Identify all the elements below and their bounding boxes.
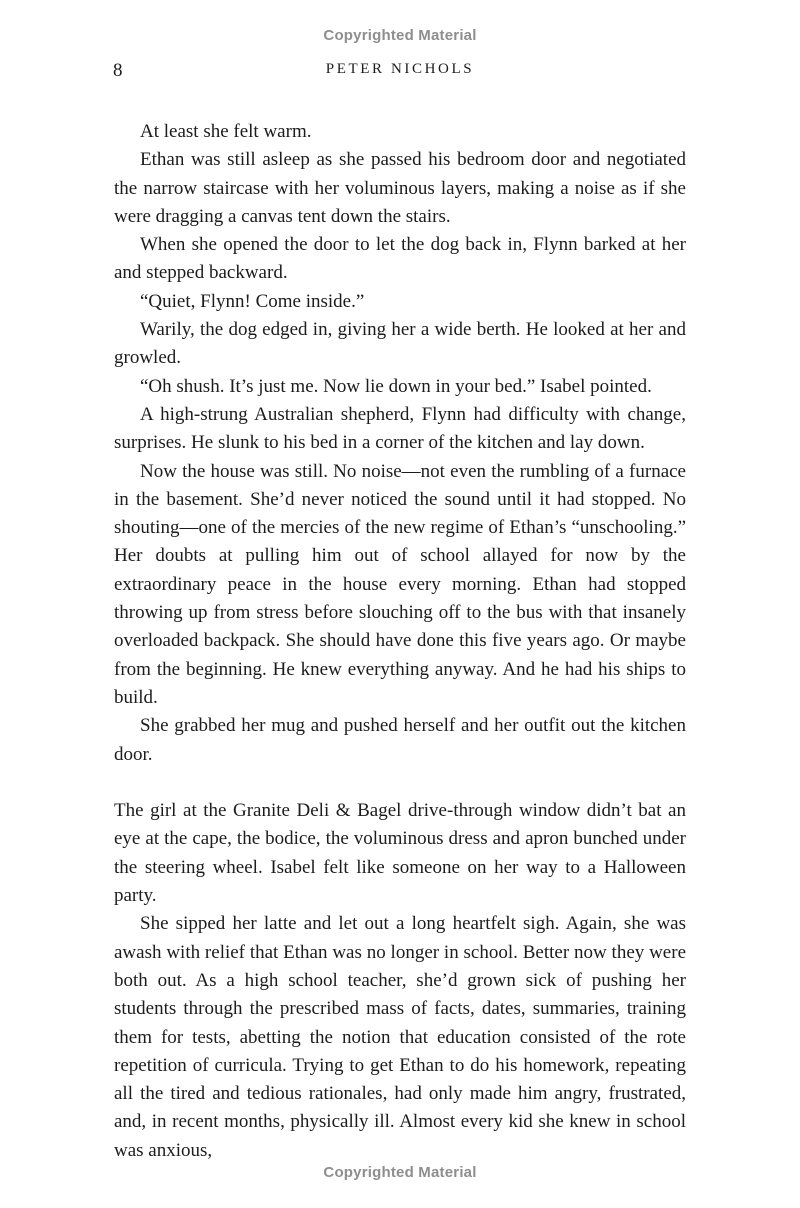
copyright-watermark-bottom: Copyrighted Material bbox=[323, 1164, 477, 1181]
copyright-watermark-top: Copyrighted Material bbox=[323, 27, 477, 44]
page-number: 8 bbox=[113, 60, 123, 81]
paragraph: Now the house was still. No noise—not even the rumbling of a furnace in the basement. She’d never noticed the sound until it had stopped. No shouting—one of the mercies of the new regime of Ethan’s “unschooling.” Her doubts at pulling him out of school allayed for now by the extraordinary peace in the house every morning. Ethan had stopped throwing up from stress before slouching off to the bus with that insanely overloaded backpack. She should have done this five years ago. Or maybe from the beginning. He knew everything anyway. And he had his ships to build. bbox=[114, 460, 686, 708]
running-head: PETER NICHOLS bbox=[325, 61, 475, 77]
section-break bbox=[114, 769, 686, 797]
paragraph: At least she felt warm. bbox=[140, 121, 312, 142]
paragraph: Warily, the dog edged in, giving her a wide berth. He looked at her and growled. bbox=[114, 319, 686, 369]
body-text bbox=[114, 118, 686, 1165]
paragraph: She sipped her latte and let out a long heartfelt sigh. Again, she was awash with relief that Ethan was no longer in school. Better now they were both out. As a high school teacher, she’d grown sick of pushing her students through the prescribed mass of facts, dates, summaries, training them for tests, abetting the notion that education consisted of the rote repetition of curricula. Trying to get Ethan to do his homework, repeating all the tired and tedious rationales, had only made him angry, frustrated, and, in recent months, physically ill. Almost every kid she knew in school was anxious, bbox=[114, 913, 686, 1161]
paragraph: She grabbed her mug and pushed herself and her outfit out the kitchen door. bbox=[114, 715, 686, 765]
paragraph: A high-strung Australian shepherd, Flynn had difficulty with change, surprises. He slunk to his bed in a corner of the kitchen and lay down. bbox=[114, 403, 686, 454]
paragraph: “Oh shush. It’s just me. Now lie down in your bed.” Isabel pointed. bbox=[140, 375, 652, 397]
paragraph: “Quiet, Flynn! Come inside.” bbox=[140, 290, 365, 312]
paragraph: When she opened the door to let the dog back in, Flynn barked at her and stepped backward. bbox=[114, 234, 686, 284]
paragraph: The girl at the Granite Deli & Bagel drive-through window didn’t bat an eye at the cape, the bodice, the voluminous dress and apron bunched under the steering wheel. Isabel felt like someone on her way to a Halloween party. bbox=[114, 800, 686, 907]
paragraph: Ethan was still asleep as she passed his bedroom door and negotiated the narrow staircase with her voluminous layers, making a noise as if she were dragging a canvas tent down the stairs. bbox=[114, 149, 686, 227]
